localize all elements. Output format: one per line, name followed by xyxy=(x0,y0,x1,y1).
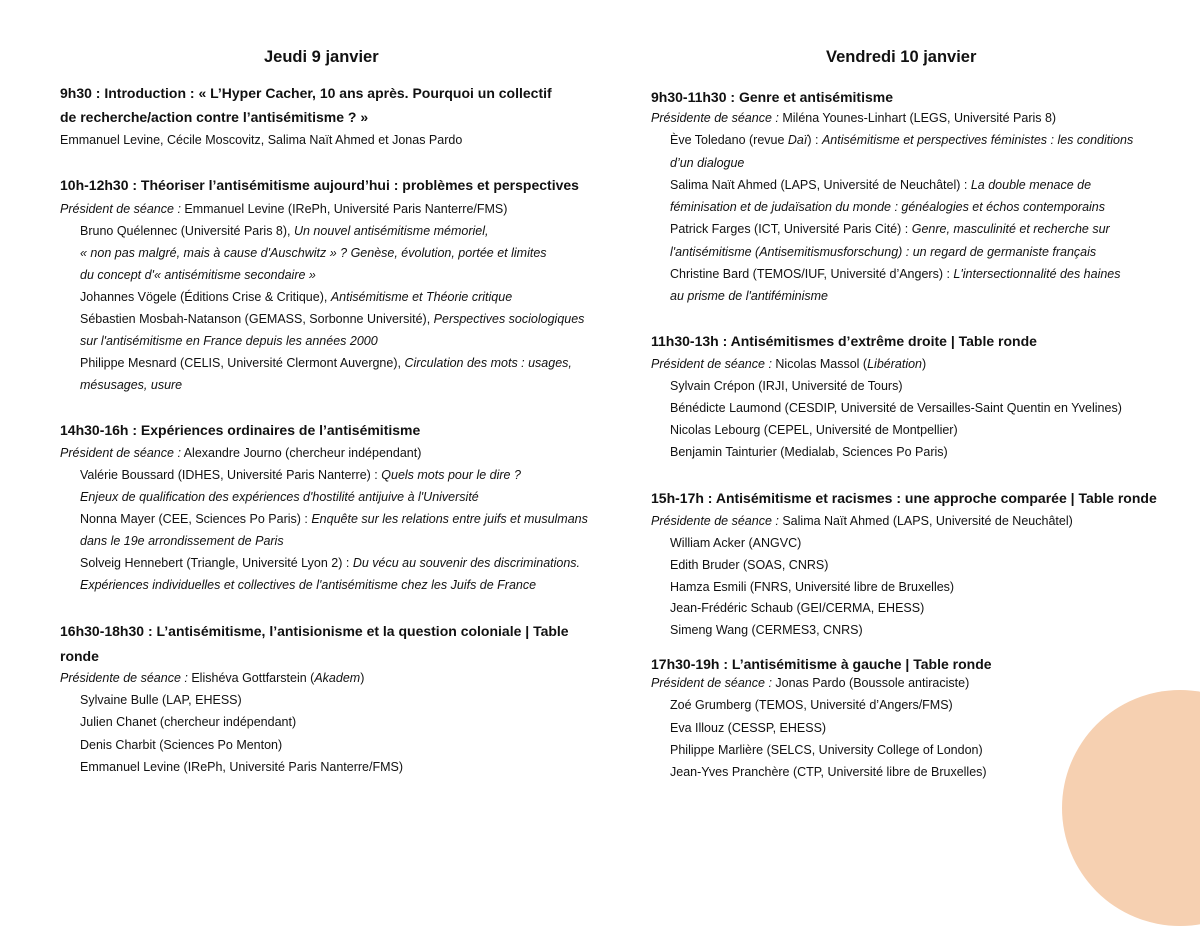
chair-name: Nicolas Massol ( xyxy=(771,357,868,371)
talk-title: Antisémitisme et perspectives féministes : les conditions xyxy=(821,133,1134,147)
panelist: Jean-Yves Pranchère (CTP, Université libre de Bruxelles) xyxy=(670,765,987,779)
chair-label: Président de séance : xyxy=(651,676,772,690)
chair-close: ) xyxy=(922,357,927,371)
panelist: Bénédicte Laumond (CESDIP, Université de Versailles-Saint Quentin en Yvelines) xyxy=(670,401,1122,415)
session-heading: 9h30-11h30 : Genre et antisémitisme xyxy=(651,89,893,105)
talk-line xyxy=(670,267,1121,281)
talk-title: au prisme de l'antiféminisme xyxy=(670,289,829,303)
decorative-circle xyxy=(1062,690,1200,926)
chair-line xyxy=(651,111,1056,125)
panelist: Benjamin Tainturier (Medialab, Sciences Po Paris) xyxy=(670,445,948,459)
chair-line xyxy=(651,357,926,371)
session-heading: ronde xyxy=(60,648,99,664)
talk-title: Enquête sur les relations entre juifs et musulmans xyxy=(311,512,588,526)
panelist: William Acker (ANGVC) xyxy=(670,536,802,550)
talk-line xyxy=(80,312,584,326)
chair-line xyxy=(60,202,507,216)
talk-line xyxy=(80,224,489,238)
talk-speaker: Patrick Farges (ICT, Université Paris Cité) : xyxy=(670,222,912,236)
talk-line xyxy=(80,290,512,304)
speakers-line: Emmanuel Levine, Cécile Moscovitz, Salima Naït Ahmed et Jonas Pardo xyxy=(60,133,463,147)
session-heading: 11h30-13h : Antisémitismes d’extrême droite | Table ronde xyxy=(651,333,1037,349)
talk-title: Un nouvel antisémitisme mémoriel, xyxy=(293,224,489,238)
chair-line xyxy=(60,446,421,460)
chair-label: Président de séance : xyxy=(60,202,181,216)
chair-affiliation: Akadem xyxy=(314,671,361,685)
panelist: Sylvaine Bulle (LAP, EHESS) xyxy=(80,693,242,707)
chair-label: Présidente de séance : xyxy=(60,671,188,685)
talk-speaker: Ève Toledano (revue xyxy=(670,133,788,147)
talk-speaker: Nonna Mayer (CEE, Sciences Po Paris) : xyxy=(80,512,312,526)
talk-title: Enjeux de qualification des expériences d'hostilité antijuive à l'Université xyxy=(80,490,479,504)
talk-line xyxy=(80,556,580,570)
session-heading: 10h-12h30 : Théoriser l’antisémitisme aujourd’hui : problèmes et perspectives xyxy=(60,177,579,193)
talk-speaker: Philippe Mesnard (CELIS, Université Clermont Auvergne), xyxy=(80,356,405,370)
talk-title: mésusages, usure xyxy=(80,378,183,392)
talk-title: sur l'antisémitisme en France depuis les années 2000 xyxy=(80,334,378,348)
talk-title: d’un dialogue xyxy=(670,156,745,170)
talk-title: Perspectives sociologiques xyxy=(433,312,585,326)
talk-title: La double menace de xyxy=(970,178,1092,192)
chair-name: Alexandre Journo (chercheur indépendant) xyxy=(180,446,422,460)
session-heading: 16h30-18h30 : L’antisémitisme, l’antisionisme et la question coloniale | Table xyxy=(60,623,569,639)
talk-speaker-end: ) : xyxy=(807,133,822,147)
session-heading: de recherche/action contre l’antisémitisme ? » xyxy=(60,109,369,125)
day-title-friday: Vendredi 10 janvier xyxy=(826,48,977,66)
session-heading: 9h30 : Introduction : « L’Hyper Cacher, 10 ans après. Pourquoi un collectif xyxy=(60,85,552,101)
session-heading: 17h30-19h : L’antisémitisme à gauche | Table ronde xyxy=(651,656,992,672)
talk-line xyxy=(80,512,588,526)
talk-title: Du vécu au souvenir des discriminations. xyxy=(352,556,581,570)
chair-label: Présidente de séance : xyxy=(651,514,779,528)
chair-label: Président de séance : xyxy=(60,446,181,460)
panelist: Julien Chanet (chercheur indépendant) xyxy=(80,715,297,729)
talk-line xyxy=(670,222,1110,236)
panelist: Zoé Grumberg (TEMOS, Université d’Angers/FMS) xyxy=(670,698,953,712)
panelist: Jean-Frédéric Schaub (GEI/CERMA, EHESS) xyxy=(670,601,925,615)
talk-speaker: Christine Bard (TEMOS/IUF, Université d’Angers) : xyxy=(670,267,954,281)
chair-name: Miléna Younes-Linhart (LEGS, Université Paris 8) xyxy=(778,111,1057,125)
panelist: Philippe Marlière (SELCS, University College of London) xyxy=(670,743,983,757)
chair-name: Elishéva Gottfarstein ( xyxy=(187,671,315,685)
panelist: Sylvain Crépon (IRJI, Université de Tours) xyxy=(670,379,903,393)
talk-title: féminisation et de judaïsation du monde : généalogies et échos contemporains xyxy=(670,200,1106,214)
session-heading: 14h30-16h : Expériences ordinaires de l’antisémitisme xyxy=(60,422,421,438)
talk-title: Circulation des mots : usages, xyxy=(404,356,572,370)
chair-affiliation: Libération xyxy=(867,357,922,371)
day-title-thursday: Jeudi 9 janvier xyxy=(264,48,379,66)
talk-title: du concept d'« antisémitisme secondaire » xyxy=(80,268,316,282)
chair-name: Emmanuel Levine (IRePh, Université Paris Nanterre/FMS) xyxy=(180,202,508,216)
talk-title: « non pas malgré, mais à cause d'Auschwitz » ? Genèse, évolution, portée et limites xyxy=(80,246,547,260)
chair-name: Salima Naït Ahmed (LAPS, Université de Neuchâtel) xyxy=(778,514,1073,528)
talk-line xyxy=(670,133,1133,147)
talk-speaker: Sébastien Mosbah-Natanson (GEMASS, Sorbonne Université), xyxy=(80,312,434,326)
panelist: Simeng Wang (CERMES3, CNRS) xyxy=(670,623,863,637)
talk-title: dans le 19e arrondissement de Paris xyxy=(80,534,284,548)
panelist: Denis Charbit (Sciences Po Menton) xyxy=(80,738,283,752)
talk-speaker: Bruno Quélennec (Université Paris 8), xyxy=(80,224,294,238)
journal-name: Daï xyxy=(787,133,808,147)
chair-label: Président de séance : xyxy=(651,357,772,371)
talk-speaker: Valérie Boussard (IDHES, Université Paris Nanterre) : xyxy=(80,468,382,482)
panelist: Edith Bruder (SOAS, CNRS) xyxy=(670,558,829,572)
panelist: Emmanuel Levine (IRePh, Université Paris Nanterre/FMS) xyxy=(80,760,404,774)
talk-title: Antisémitisme et Théorie critique xyxy=(330,290,513,304)
chair-line xyxy=(651,514,1073,528)
talk-line xyxy=(670,178,1091,192)
session-heading: 15h-17h : Antisémitisme et racismes : une approche comparée | Table ronde xyxy=(651,490,1157,506)
talk-line xyxy=(80,356,572,370)
talk-title: Quels mots pour le dire ? xyxy=(381,468,521,482)
panelist: Nicolas Lebourg (CEPEL, Université de Montpellier) xyxy=(670,423,958,437)
talk-title: L'intersectionnalité des haines xyxy=(953,267,1121,281)
talk-speaker: Solveig Hennebert (Triangle, Université Lyon 2) : xyxy=(80,556,353,570)
talk-speaker: Johannes Vögele (Éditions Crise & Critique), xyxy=(80,290,331,304)
talk-title: Expériences individuelles et collectives de l'antisémitisme chez les Juifs de France xyxy=(80,578,537,592)
talk-speaker: Salima Naït Ahmed (LAPS, Université de Neuchâtel) : xyxy=(670,178,971,192)
chair-label: Présidente de séance : xyxy=(651,111,779,125)
talk-line xyxy=(80,468,521,482)
panelist: Hamza Esmili (FNRS, Université libre de Bruxelles) xyxy=(670,580,955,594)
chair-line xyxy=(651,676,969,690)
chair-name: Jonas Pardo (Boussole antiraciste) xyxy=(771,676,970,690)
chair-close: ) xyxy=(360,671,365,685)
talk-title: Genre, masculinité et recherche sur xyxy=(911,222,1110,236)
panelist: Eva Illouz (CESSP, EHESS) xyxy=(670,721,827,735)
chair-line xyxy=(60,671,364,685)
talk-title: l'antisémitisme (Antisemitismusforschung) : un regard de germaniste français xyxy=(670,245,1097,259)
